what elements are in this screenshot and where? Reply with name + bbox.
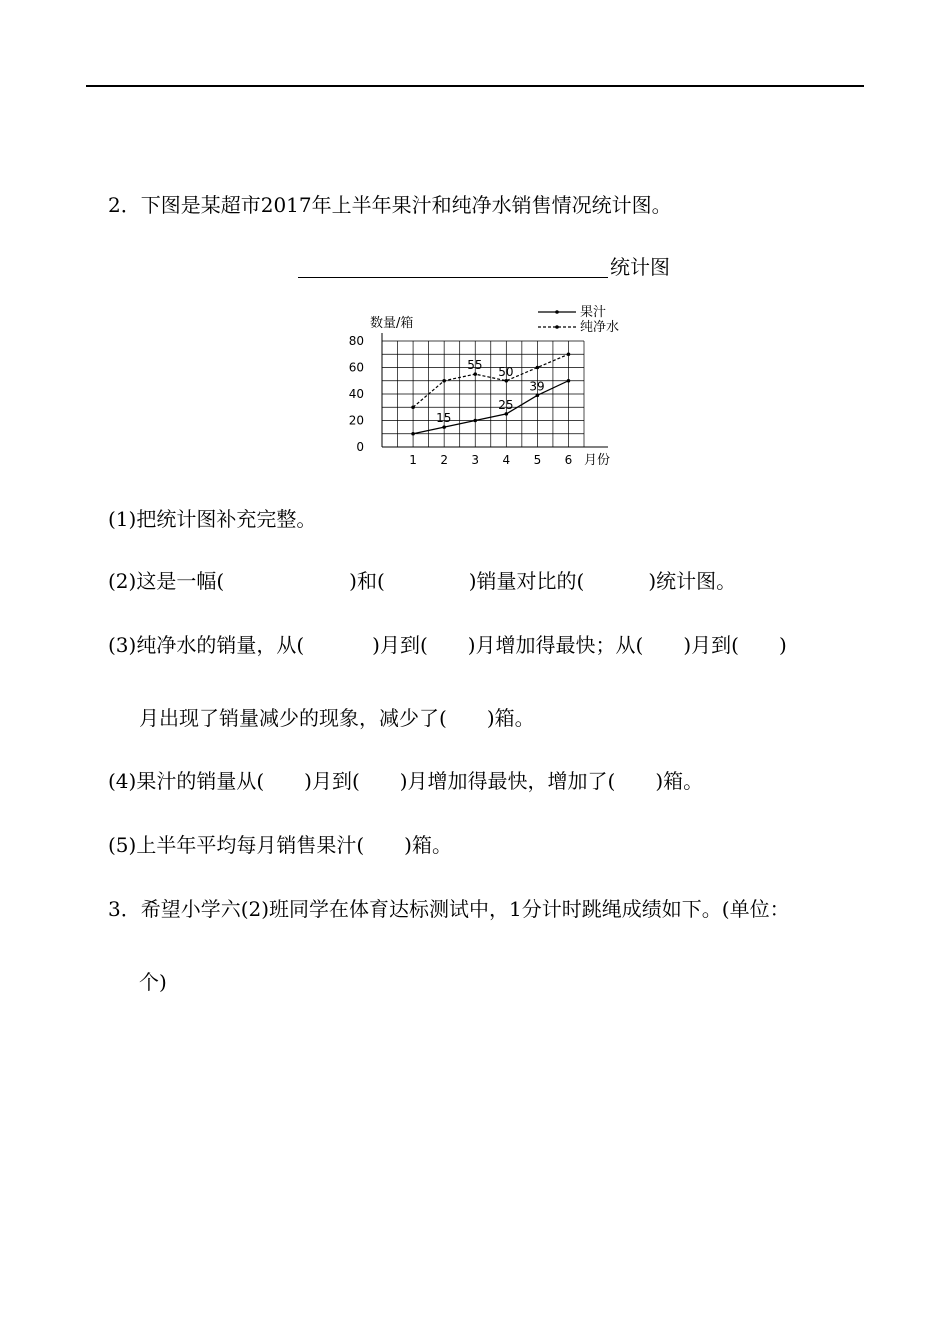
sq3b-text-a: 月出现了销量减少的现象，减少了(	[139, 706, 447, 730]
line-chart	[340, 300, 640, 472]
data-point	[442, 425, 446, 429]
data-point	[505, 412, 509, 416]
chart-grid	[382, 341, 584, 447]
sq3-text-a: (3)纯净水的销量，从(	[108, 633, 305, 657]
y-tick-label: 40	[348, 387, 364, 401]
chart-title-suffix: 统计图	[610, 255, 670, 279]
sq4-text-b: )月到(	[304, 769, 360, 793]
data-point	[411, 405, 415, 409]
sub-question-1: (1)把统计图补充完整。	[108, 507, 317, 531]
data-point	[411, 432, 415, 436]
data-point	[536, 366, 540, 370]
y-tick-label: 80	[348, 334, 364, 348]
y-axis-label: 数量/箱	[370, 316, 414, 331]
sub-question-2	[108, 568, 736, 594]
chart-title-blank[interactable]	[298, 277, 608, 278]
x-tick-label: 3	[471, 453, 480, 467]
sq5-text-a: (5)上半年平均每月销售果汁(	[108, 833, 365, 857]
x-tick-label: 6	[564, 453, 573, 467]
sq2-text-c: )销量对比的(	[468, 569, 585, 593]
question-3-line-2: 个)	[139, 970, 167, 994]
sq3b-text-b: )箱。	[486, 706, 535, 730]
sub-question-5	[108, 832, 452, 858]
y-tick-label: 0	[356, 440, 364, 454]
data-point	[442, 379, 446, 383]
sq3-text-d: )月到(	[683, 633, 739, 657]
sq2-text-a: (2)这是一幅(	[108, 569, 225, 593]
sq3-text-e: )	[778, 633, 787, 657]
data-label: 50	[498, 364, 514, 379]
question-3-line-1: 3．希望小学六(2)班同学在体育达标测试中，1分计时跳绳成绩如下。(单位：	[108, 897, 790, 921]
question-2-intro: 2．下图是某超市2017年上半年果汁和纯净水销售情况统计图。	[108, 193, 672, 217]
data-point	[505, 379, 509, 383]
legend-juice-marker	[555, 310, 559, 314]
chart-legend	[538, 305, 619, 335]
sq4-text-d: )箱。	[655, 769, 704, 793]
data-point	[567, 352, 571, 356]
x-tick-label: 2	[440, 453, 448, 467]
sq4-text-a: (4)果汁的销量从(	[108, 769, 265, 793]
sub-question-3-line-2	[139, 705, 535, 731]
chart-axes	[382, 333, 608, 447]
sq3-text-b: )月到(	[372, 633, 428, 657]
data-label: 39	[529, 379, 545, 394]
top-rule	[86, 85, 864, 87]
legend-water-label: 纯净水	[580, 320, 620, 335]
sq3-text-c: )月增加得最快；从(	[467, 633, 644, 657]
x-tick-label: 1	[409, 453, 417, 467]
sq4-text-c: )月增加得最快，增加了(	[399, 769, 616, 793]
legend-juice-label: 果汁	[580, 305, 607, 320]
data-label: 25	[498, 397, 514, 412]
sub-question-3-line-1	[108, 632, 787, 658]
data-label: 15	[436, 411, 452, 426]
data-label: 55	[467, 358, 483, 373]
x-tick-label: 5	[533, 453, 542, 467]
sub-question-4	[108, 768, 703, 794]
data-point	[567, 379, 571, 383]
y-tick-label: 20	[348, 413, 364, 428]
x-tick-label: 4	[502, 453, 511, 467]
data-point	[473, 372, 477, 376]
sq2-text-d: )统计图。	[648, 569, 737, 593]
x-axis-label: 月份	[584, 453, 611, 468]
y-tick-label: 60	[348, 360, 364, 375]
sq2-text-b: )和(	[349, 569, 385, 593]
data-point	[473, 419, 477, 423]
legend-water-marker	[555, 325, 559, 329]
data-point	[536, 394, 540, 398]
sq5-text-b: )箱。	[404, 833, 452, 857]
